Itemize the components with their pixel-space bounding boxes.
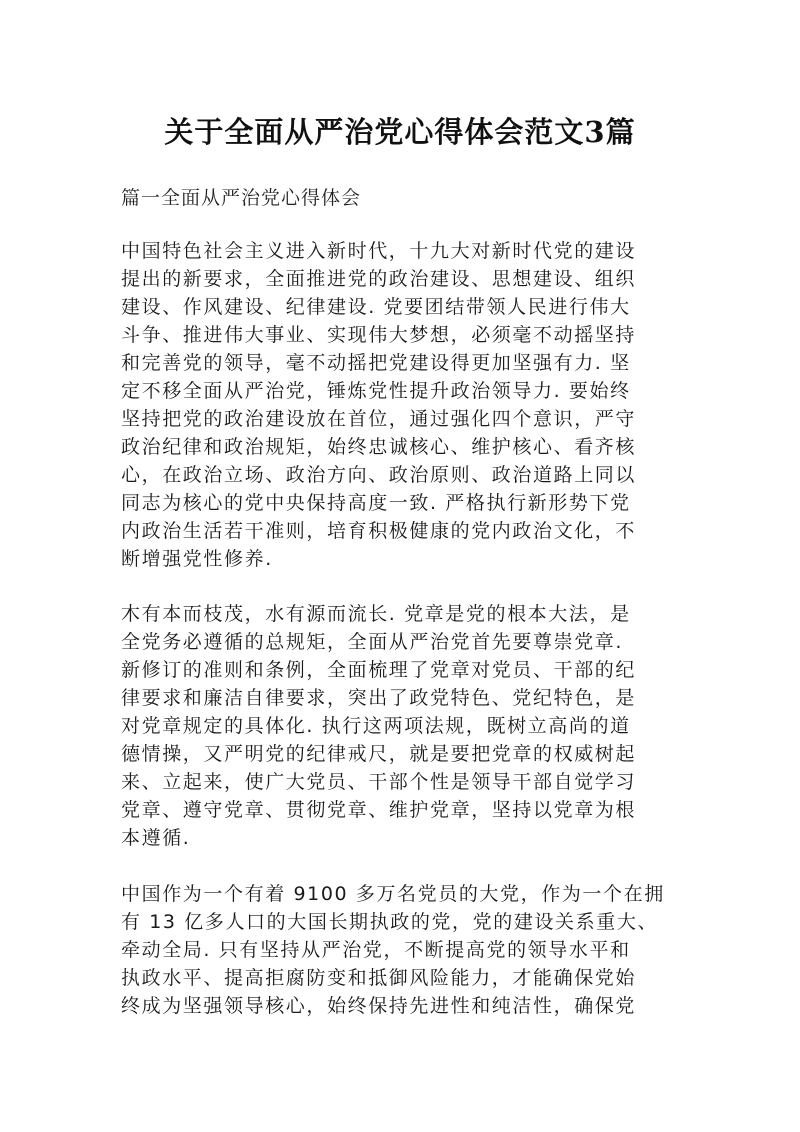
paragraph-line: 和完善党的领导，毫不动摇把党建设得更加坚强有力. 坚: [121, 352, 631, 374]
paragraph-line: 党章、遵守党章、贯彻党章、维护党章，坚持以党章为根: [121, 799, 637, 821]
section-title: 篇一全面从严治党心得体会: [121, 187, 362, 209]
paragraph-line: 新修订的准则和条例，全面梳理了党章对党员、干部的纪: [121, 659, 637, 681]
paragraph-line: 坚持把党的政治建设放在首位，通过强化四个意识，严守: [121, 408, 637, 430]
paragraph-line: 同志为核心的党中央保持高度一致. 严格执行新形势下党: [121, 492, 631, 514]
paragraph-line: 内政治生活若干准则，培育积极健康的党内政治文化，不: [121, 520, 637, 542]
paragraph-line: 来、立起来，使广大党员、干部个性是领导干部自觉学习: [121, 771, 637, 793]
paragraph-line: 断增强党性修养.: [121, 548, 273, 570]
paragraph-line: 牵动全局. 只有坚持从严治党，不断提高党的领导水平和: [121, 939, 631, 961]
paragraph-line: 有 13 亿多人口的大国长期执政的党，党的建设关系重大、: [121, 911, 659, 933]
paragraph-1: [121, 237, 681, 573]
paragraph-line: 定不移全面从严治党，锤炼党性提升政治领导力. 要始终: [121, 380, 631, 402]
paragraph-3: [121, 880, 681, 1020]
paragraph-line: 政治纪律和政治规矩，始终忠诚核心、维护核心、看齐核: [121, 436, 637, 458]
paragraph-line: 执政水平、提高拒腐防变和抵御风险能力，才能确保党始: [121, 967, 637, 989]
paragraph-line: 律要求和廉洁自律要求，突出了政党特色、党纪特色，是: [121, 687, 637, 709]
paragraph-line: 德情操，又严明党的纪律戒尺，就是要把党章的权威树起: [121, 743, 637, 765]
paragraph-line: 木有本而枝茂，水有源而流长. 党章是党的根本大法，是: [121, 603, 631, 625]
paragraph-line: 心，在政治立场、政治方向、政治原则、政治道路上同以: [121, 464, 637, 486]
paragraph-line: 中国特色社会主义进入新时代，十九大对新时代党的建设: [121, 240, 637, 262]
paragraph-line: 斗争、推进伟大事业、实现伟大梦想，必须毫不动摇坚持: [121, 324, 637, 346]
paragraph-line: 提出的新要求，全面推进党的政治建设、思想建设、组织: [121, 268, 637, 290]
paragraph-2: [121, 600, 681, 852]
paragraph-line: 中国作为一个有着 9100 多万名党员的大党，作为一个在拥: [121, 883, 665, 905]
document-title: 关于全面从严治党心得体会范文3篇: [164, 115, 636, 149]
paragraph-line: 全党务必遵循的总规矩，全面从严治党首先要尊崇党章.: [121, 631, 624, 653]
paragraph-line: 建设、作风建设、纪律建设. 党要团结带领人民进行伟大: [121, 296, 631, 318]
paragraph-line: 对党章规定的具体化. 执行这两项法规，既树立高尚的道: [121, 715, 631, 737]
paragraph-line: 终成为坚强领导核心，始终保持先进性和纯洁性，确保党: [121, 995, 637, 1017]
paragraph-line: 本遵循.: [121, 827, 191, 849]
